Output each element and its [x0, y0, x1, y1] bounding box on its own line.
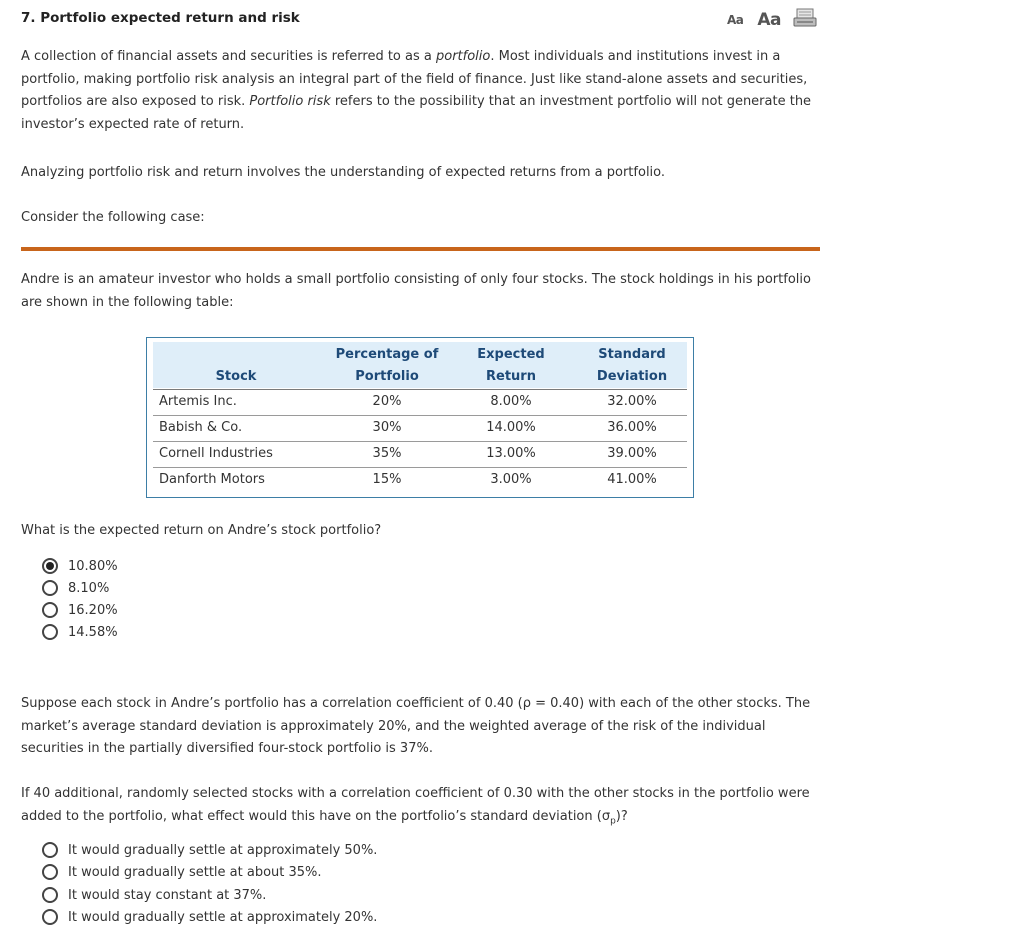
- radio-icon[interactable]: [42, 624, 58, 640]
- radio-icon[interactable]: [42, 580, 58, 596]
- table-cell-return: 14.00%: [486, 420, 536, 435]
- intro-text-b: . Most individuals and institutions invest in a portfolio, making portfolio risk analysis an integral part of the field of finance. Just like stand-alone assets and securities, portfolios are also exposed to risk.: [21, 49, 808, 109]
- term-portfolio: portfolio: [435, 49, 491, 64]
- q2-prompt-subscript: p: [610, 816, 616, 827]
- q2-option[interactable]: [42, 885, 266, 905]
- term-portfolio-risk: Portfolio risk: [249, 94, 331, 109]
- printer-icon: [793, 8, 817, 28]
- header-return-line2: Return: [486, 369, 536, 384]
- q1-option[interactable]: [42, 556, 118, 576]
- q2-option-label: It would gradually settle at approximately 50%.: [68, 842, 378, 858]
- radio-selected-icon[interactable]: [42, 558, 58, 574]
- table-cell-sd: 41.00%: [607, 472, 657, 487]
- table-cell-pct: 30%: [372, 420, 402, 435]
- scenario-paragraph: Suppose each stock in Andre’s portfolio has a correlation coefficient of 0.40 (ρ = 0.40) with each of the other stocks. The market’s average standard deviation is approximately 20%, and the weighted average of the risk of the individual securities in the partially diversified four-stock portfolio is 37%.: [21, 696, 811, 756]
- header-percentage-line1: Percentage of: [335, 347, 439, 362]
- q2-prompt-end: )?: [615, 808, 628, 824]
- table-cell-stock: Babish & Co.: [159, 420, 243, 435]
- radio-icon[interactable]: [42, 602, 58, 618]
- q1-option[interactable]: [42, 600, 118, 620]
- q2-option[interactable]: [42, 907, 377, 927]
- q1-option[interactable]: [42, 622, 118, 642]
- intro-text-a: A collection of financial assets and securities is referred to as a: [21, 49, 436, 64]
- table-cell-stock: Danforth Motors: [159, 472, 265, 487]
- header-stock: Stock: [215, 369, 257, 384]
- header-return-line1: Expected: [477, 347, 545, 362]
- table-cell-return: 8.00%: [490, 394, 532, 409]
- intro-text-c: refers to the possibility that an investment portfolio will not generate the investor’s expected rate of return.: [21, 94, 812, 132]
- table-cell-pct: 35%: [372, 446, 402, 461]
- table-cell-sd: 39.00%: [607, 446, 657, 461]
- font-size-large-button[interactable]: Aa: [757, 10, 782, 30]
- table-cell-pct: 20%: [372, 394, 402, 409]
- table-cell-stock: Cornell Industries: [159, 446, 273, 461]
- q1-option-label: 14.58%: [68, 624, 118, 640]
- table-cell-sd: 36.00%: [607, 420, 657, 435]
- q1-option-label: 10.80%: [68, 558, 118, 574]
- radio-icon[interactable]: [42, 864, 58, 880]
- consider-paragraph: Consider the following case:: [21, 210, 205, 225]
- header-sd-line1: Standard: [598, 347, 666, 362]
- table-cell-stock: Artemis Inc.: [159, 394, 237, 409]
- header-percentage-line2: Portfolio: [355, 369, 419, 384]
- q1-option-label: 16.20%: [68, 602, 118, 618]
- intro-paragraph: [21, 46, 821, 136]
- row-divider: [153, 415, 687, 416]
- row-divider: [153, 441, 687, 442]
- question-2-prompt: [21, 783, 821, 833]
- table-cell-pct: 15%: [372, 472, 402, 487]
- q2-option[interactable]: [42, 862, 322, 882]
- radio-icon[interactable]: [42, 887, 58, 903]
- section-divider: [21, 247, 820, 251]
- row-divider: [153, 467, 687, 468]
- toolbar: [727, 8, 817, 32]
- radio-icon[interactable]: [42, 842, 58, 858]
- font-size-small-button[interactable]: Aa: [727, 13, 744, 27]
- print-button[interactable]: [793, 8, 817, 32]
- radio-icon[interactable]: [42, 909, 58, 925]
- table-cell-sd: 32.00%: [607, 394, 657, 409]
- case-paragraph: Andre is an amateur investor who holds a small portfolio consisting of only four stocks. The stock holdings in his portfolio are shown in the following table:: [21, 272, 811, 310]
- q1-option[interactable]: [42, 578, 109, 598]
- header-sd-line2: Deviation: [596, 369, 668, 384]
- page-title: 7. Portfolio expected return and risk: [21, 10, 300, 26]
- portfolio-table: [146, 337, 694, 498]
- header-divider: [153, 389, 687, 390]
- table-cell-return: 13.00%: [486, 446, 536, 461]
- q2-option-label: It would gradually settle at approximately 20%.: [68, 909, 378, 925]
- q2-option[interactable]: [42, 840, 377, 860]
- q1-option-label: 8.10%: [68, 580, 110, 596]
- q2-option-label: It would stay constant at 37%.: [68, 887, 267, 903]
- q2-prompt-text: If 40 additional, randomly selected stocks with a correlation coefficient of 0.30 with the other stocks in the portfolio were added to the portfolio, what effect would this have on the portfolio’s standard deviation (σ: [21, 786, 810, 824]
- question-1-prompt: What is the expected return on Andre’s stock portfolio?: [21, 523, 382, 538]
- analysis-paragraph: Analyzing portfolio risk and return involves the understanding of expected returns from a portfolio.: [21, 165, 666, 180]
- table-cell-return: 3.00%: [490, 472, 532, 487]
- q2-option-label: It would gradually settle at about 35%.: [68, 864, 322, 880]
